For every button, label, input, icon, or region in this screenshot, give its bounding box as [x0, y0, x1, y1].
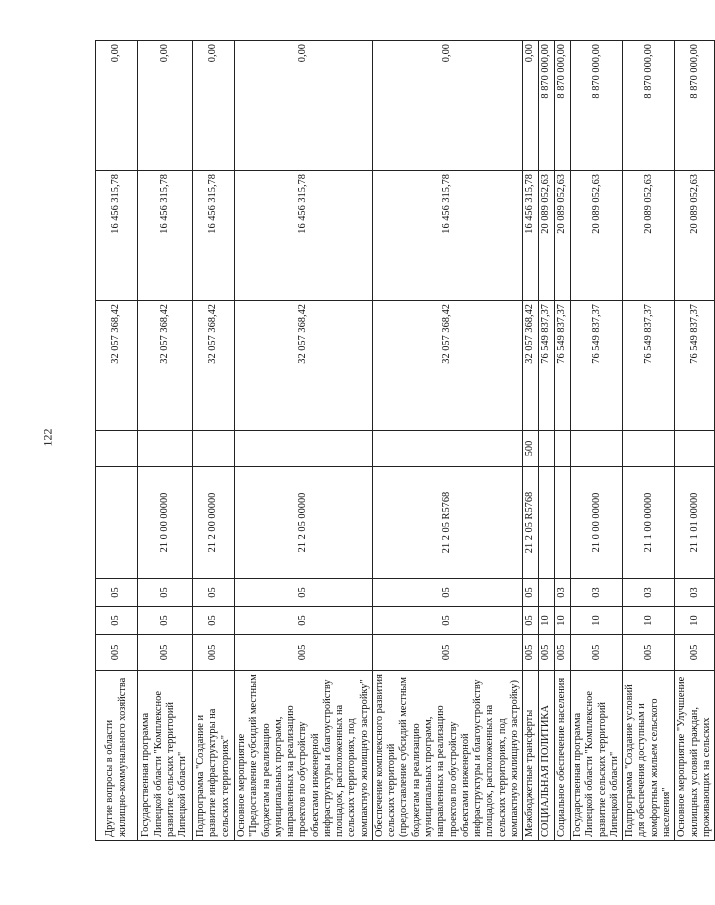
expense-type-code	[675, 431, 715, 467]
ved-code: 005	[523, 635, 539, 671]
expense-type-code	[96, 431, 138, 467]
amount-1: 76 549 837,37	[623, 301, 675, 431]
table-row	[523, 41, 539, 841]
page-number: 122	[40, 428, 55, 447]
ved-code: 005	[623, 635, 675, 671]
table-row	[235, 41, 373, 841]
ved-code: 005	[96, 635, 138, 671]
table-row	[96, 41, 138, 841]
subsection-code: 03	[675, 579, 715, 607]
table-row	[555, 41, 571, 841]
amount-2: 16 456 315,78	[96, 171, 138, 301]
amount-1: 32 057 368,42	[372, 301, 522, 431]
section-code: 10	[571, 607, 623, 635]
target-code: 21 1 00 00000	[623, 467, 675, 579]
ved-code: 005	[138, 635, 193, 671]
target-code: 21 2 05 R5768	[523, 467, 539, 579]
row-name: Другие вопросы в области жилищно-коммунального хозяйства	[96, 671, 138, 841]
expense-type-code	[235, 431, 373, 467]
section-code: 05	[235, 607, 373, 635]
amount-2: 20 089 052,63	[555, 171, 571, 301]
rotated-table-wrapper	[95, 41, 712, 841]
amount-3: 0,00	[235, 41, 373, 171]
amount-3: 8 870 000,00	[555, 41, 571, 171]
subsection-code: 03	[571, 579, 623, 607]
row-name: Подпрограмма "Создание и развитие инфраструктуры на сельских территориях"	[193, 671, 235, 841]
ved-code: 005	[571, 635, 623, 671]
subsection-code: 05	[138, 579, 193, 607]
amount-1: 32 057 368,42	[235, 301, 373, 431]
ved-code: 005	[372, 635, 522, 671]
ved-code: 005	[555, 635, 571, 671]
amount-1: 76 549 837,37	[555, 301, 571, 431]
ved-code: 005	[539, 635, 555, 671]
expense-type-code	[138, 431, 193, 467]
target-code	[96, 467, 138, 579]
amount-1: 32 057 368,42	[96, 301, 138, 431]
subsection-code: 05	[523, 579, 539, 607]
expense-type-code	[571, 431, 623, 467]
amount-1: 32 057 368,42	[523, 301, 539, 431]
table-row	[372, 41, 522, 841]
row-name: Основное мероприятие "Предоставление субсидий местным бюджетам на реализацию муниципальных программ, направленных на реализацию проектов по обустройству объектами инженерной инфраструктуры и благоустройству площадок, расположенных на сельских территориях, под компактную жилищную застройку"	[235, 671, 373, 841]
amount-1: 32 057 368,42	[193, 301, 235, 431]
target-code: 21 1 01 00000	[675, 467, 715, 579]
amount-2: 20 089 052,63	[571, 171, 623, 301]
amount-2: 20 089 052,63	[539, 171, 555, 301]
target-code	[555, 467, 571, 579]
table-row	[539, 41, 555, 841]
amount-2: 16 456 315,78	[193, 171, 235, 301]
row-name: СОЦИАЛЬНАЯ ПОЛИТИКА	[539, 671, 555, 841]
ved-code: 005	[675, 635, 715, 671]
section-code: 10	[539, 607, 555, 635]
table-row	[138, 41, 193, 841]
amount-1: 76 549 837,37	[539, 301, 555, 431]
amount-3: 0,00	[372, 41, 522, 171]
amount-2: 16 456 315,78	[523, 171, 539, 301]
section-code: 10	[623, 607, 675, 635]
subsection-code: 05	[372, 579, 522, 607]
target-code: 21 2 05 R5768	[372, 467, 522, 579]
amount-3: 8 870 000,00	[571, 41, 623, 171]
budget-table	[95, 40, 715, 841]
amount-2: 16 456 315,78	[372, 171, 522, 301]
subsection-code: 05	[235, 579, 373, 607]
amount-2: 20 089 052,63	[675, 171, 715, 301]
amount-3: 8 870 000,00	[675, 41, 715, 171]
row-name: Основное мероприятие "Улучшение жилищных условий граждан, проживающих на сельских	[675, 671, 715, 841]
expense-type-code: 500	[523, 431, 539, 467]
target-code	[539, 467, 555, 579]
target-code: 21 2 05 00000	[235, 467, 373, 579]
section-code: 05	[96, 607, 138, 635]
amount-1: 76 549 837,37	[571, 301, 623, 431]
target-code: 21 2 00 00000	[193, 467, 235, 579]
row-name: Подпрограмма "Создание условий для обеспечения доступным и комфортным жильем сельского населения"	[623, 671, 675, 841]
subsection-code	[539, 579, 555, 607]
amount-3: 0,00	[193, 41, 235, 171]
amount-2: 16 456 315,78	[235, 171, 373, 301]
table-row	[571, 41, 623, 841]
expense-type-code	[623, 431, 675, 467]
subsection-code: 05	[193, 579, 235, 607]
amount-3: 0,00	[523, 41, 539, 171]
subsection-code: 03	[555, 579, 571, 607]
row-name: Межбюджетные трансферты	[523, 671, 539, 841]
section-code: 05	[523, 607, 539, 635]
table-row	[675, 41, 715, 841]
amount-1: 76 549 837,37	[675, 301, 715, 431]
subsection-code: 05	[96, 579, 138, 607]
section-code: 05	[193, 607, 235, 635]
amount-3: 0,00	[96, 41, 138, 171]
expense-type-code	[193, 431, 235, 467]
row-name: Государственная программа Липецкой области "Комплексное развитие сельских территорий Липецкой области"	[138, 671, 193, 841]
expense-type-code	[539, 431, 555, 467]
section-code: 05	[372, 607, 522, 635]
table-row	[623, 41, 675, 841]
table-row	[193, 41, 235, 841]
row-name: Обеспечение комплексного развития сельских территорий (предоставление субсидий местным бюджетам на реализацию муниципальных программ, направленных на реализацию проектов по обустройству объектами инженерной инфраструктуры и благоустройству площадок, расположенных на сельских территориях, под компактную жилищную застройку)	[372, 671, 522, 841]
expense-type-code	[555, 431, 571, 467]
amount-2: 16 456 315,78	[138, 171, 193, 301]
expense-type-code	[372, 431, 522, 467]
amount-1: 32 057 368,42	[138, 301, 193, 431]
subsection-code: 03	[623, 579, 675, 607]
amount-3: 8 870 000,00	[623, 41, 675, 171]
section-code: 10	[555, 607, 571, 635]
target-code: 21 0 00 00000	[138, 467, 193, 579]
row-name: Социальное обеспечение населения	[555, 671, 571, 841]
section-code: 10	[675, 607, 715, 635]
section-code: 05	[138, 607, 193, 635]
amount-2: 20 089 052,63	[623, 171, 675, 301]
row-name: Государственная программа Липецкой области "Комплексное развитие сельских территорий Липецкой области"	[571, 671, 623, 841]
amount-3: 0,00	[138, 41, 193, 171]
ved-code: 005	[235, 635, 373, 671]
ved-code: 005	[193, 635, 235, 671]
target-code: 21 0 00 00000	[571, 467, 623, 579]
amount-3: 8 870 000,00	[539, 41, 555, 171]
